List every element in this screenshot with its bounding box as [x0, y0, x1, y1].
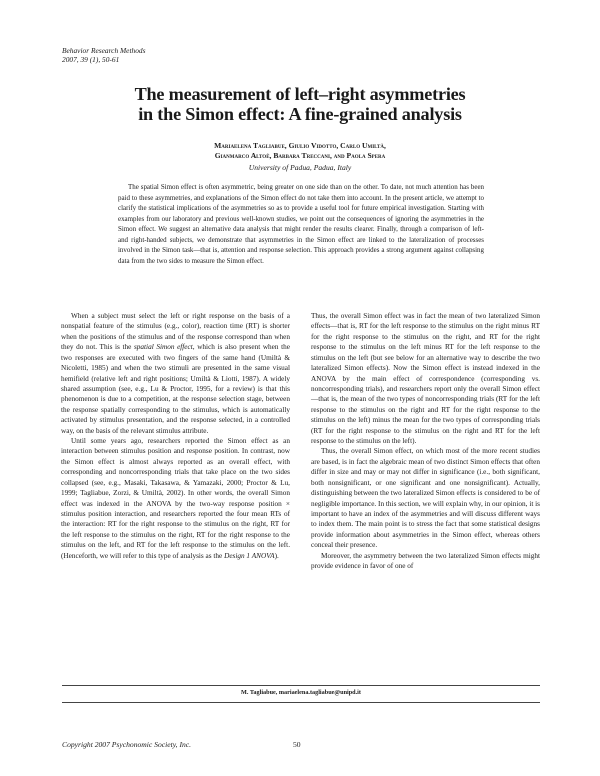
- body-column-right: [311, 311, 540, 572]
- emphasis-term: Design 1 ANOVA: [224, 551, 275, 560]
- title-line-1: The measurement of left–right asymmetries: [134, 84, 466, 104]
- affiliation: University of Padua, Padua, Italy: [248, 163, 352, 172]
- emphasis-term: spatial Simon effect: [133, 343, 193, 352]
- journal-name: Behavior Research Methods: [62, 46, 146, 55]
- authors-line-2: Gianmarco Altoè, Barbara Treccani, and Paola Spera: [214, 151, 386, 160]
- footnote-rule-bottom: [62, 702, 540, 703]
- body-paragraph: Until some years ago, researchers reported the Simon effect as an interaction between stimulus position and response position. In contrast, now the Simon effect is almost always reported as an overall effect, with corresponding and noncorresponding trials that take place on the two sides collapsed (see, e.g., Masaki, Takasawa, & Yamazaki, 2000; Proctor & Lu, 1999; Tagliabue, Zorzi, & Umiltà, 2002). In other words, the overall Simon effect was indexed in the ANOVA by the two-way response position × stimulus position interaction, and researchers reported the four mean RTs of the interaction: RT for the right response to the stimulus on the right, RT for the left response to the stimulus on the right, RT for the right response to the stimulus on the left, and RT for the left response to the stimulus on the left. (Henceforth, we will refer to this type of analysis as the Design 1 ANOVA).: [61, 437, 290, 560]
- page-number: 50: [293, 740, 301, 749]
- abstract: The spatial Simon effect is often asymmetric, being greater on one side than on the other. To date, not much attention has been paid to these asymmetries, and explanations of the Simon effect do not take them into account. In the present article, we attempt to clarify the statistical implications of the asymmetries so as to provide a useful tool for future empirical investigation. Starting with examples from our laboratory and previous well-known studies, we point out the consequences of ignoring the asymmetries in the Simon effect. We suggest an alternative data analysis that might render the results clearer. Finally, through a comparison of left- and right-handed subjects, we demonstrate that asymmetries in the Simon effect are linked to the lateralization of processes involved in the Simon task—that is, attention and response selection. This approach provides a strong argument against collapsing data from the two sides to measure the Simon effect.: [118, 183, 484, 265]
- authors-line-1: Mariaelena Tagliabue, Giulio Vidotto, Carlo Umiltà,: [214, 141, 386, 150]
- body-paragraph: Moreover, the asymmetry between the two lateralized Simon effects might provide evidence in favor of one of: [311, 551, 540, 571]
- body-column-left: [61, 311, 290, 561]
- footnote-rule-top: [62, 685, 540, 686]
- title-line-2: in the Simon effect: A fine-grained analysis: [138, 104, 462, 124]
- body-paragraph: Thus, the overall Simon effect, on which most of the more recent studies are based, is in fact the algebraic mean of two distinct Simon effects that often differ in size and may or may not differ in significance (i.e., both significant, both nonsignificant, or one significant and one nonsignificant). Actually, distinguishing between the two lateralized Simon effects is considered to be of negligible importance. In this section, we will explain why, in our opinion, it is important to have an index of the asymmetries and will discuss different ways to index them. The main point is to stress the fact that some statistical designs provide information about asymmetries in the Simon effect, whereas others conceal their presence.: [311, 447, 540, 550]
- journal-header: [62, 46, 145, 64]
- journal-citation: 2007, 39 (1), 50-61: [62, 55, 120, 64]
- body-paragraph: When a subject must select the left or right response on the basis of a nonspatial feature of the stimulus (e.g., color), reaction time (RT) is shorter when the positions of the stimulus and of the response correspond than when they do not. This is the spatial Simon effect, which is also present when the two responses are executed with two fingers of the same hand (Umiltà & Nicoletti, 1985) and when the two stimuli are presented in the same visual hemifield (relative left and right positions; Umiltà & Liotti, 1987). A widely shared assumption (see, e.g., Lu & Proctor, 1995, for a review) is that this phenomenon is due to a competition, at the response selection stage, between the response spatially corresponding to the stimulus, which is automatically activated by stimulus presentation, and the response selected, in a controlled way, on the basis of the relevant stimulus attribute.: [61, 312, 291, 435]
- paper-title: [60, 84, 540, 124]
- author-list: [60, 141, 540, 161]
- correspondence-note: M. Tagliabue, mariaelena.tagliabue@unipd.it: [241, 689, 361, 696]
- copyright-notice: Copyright 2007 Psychonomic Society, Inc.: [62, 740, 192, 749]
- body-paragraph: Thus, the overall Simon effect was in fact the mean of two lateralized Simon effects—that is, RT for the left response to the stimulus on the right minus RT for the right response to the stimulus on the right, and RT for the right response to the stimulus on the left minus RT for the left response to the stimulus on the left (but see below for an alternative way to describe the two lateralized Simon effects). Now the Simon effect is instead indexed in the ANOVA by the main effect of correspondence (corresponding vs. noncorresponding trials), and researchers report only the overall Simon effect—that is, the mean of the two types of noncorresponding trials (RT for the left response to the stimulus on the right and RT for the right response to the stimulus on the left) minus the mean for the two types of corresponding trials (RT for the right response to the stimulus on the right and RT for the left response to the stimulus on the left).: [311, 312, 540, 446]
